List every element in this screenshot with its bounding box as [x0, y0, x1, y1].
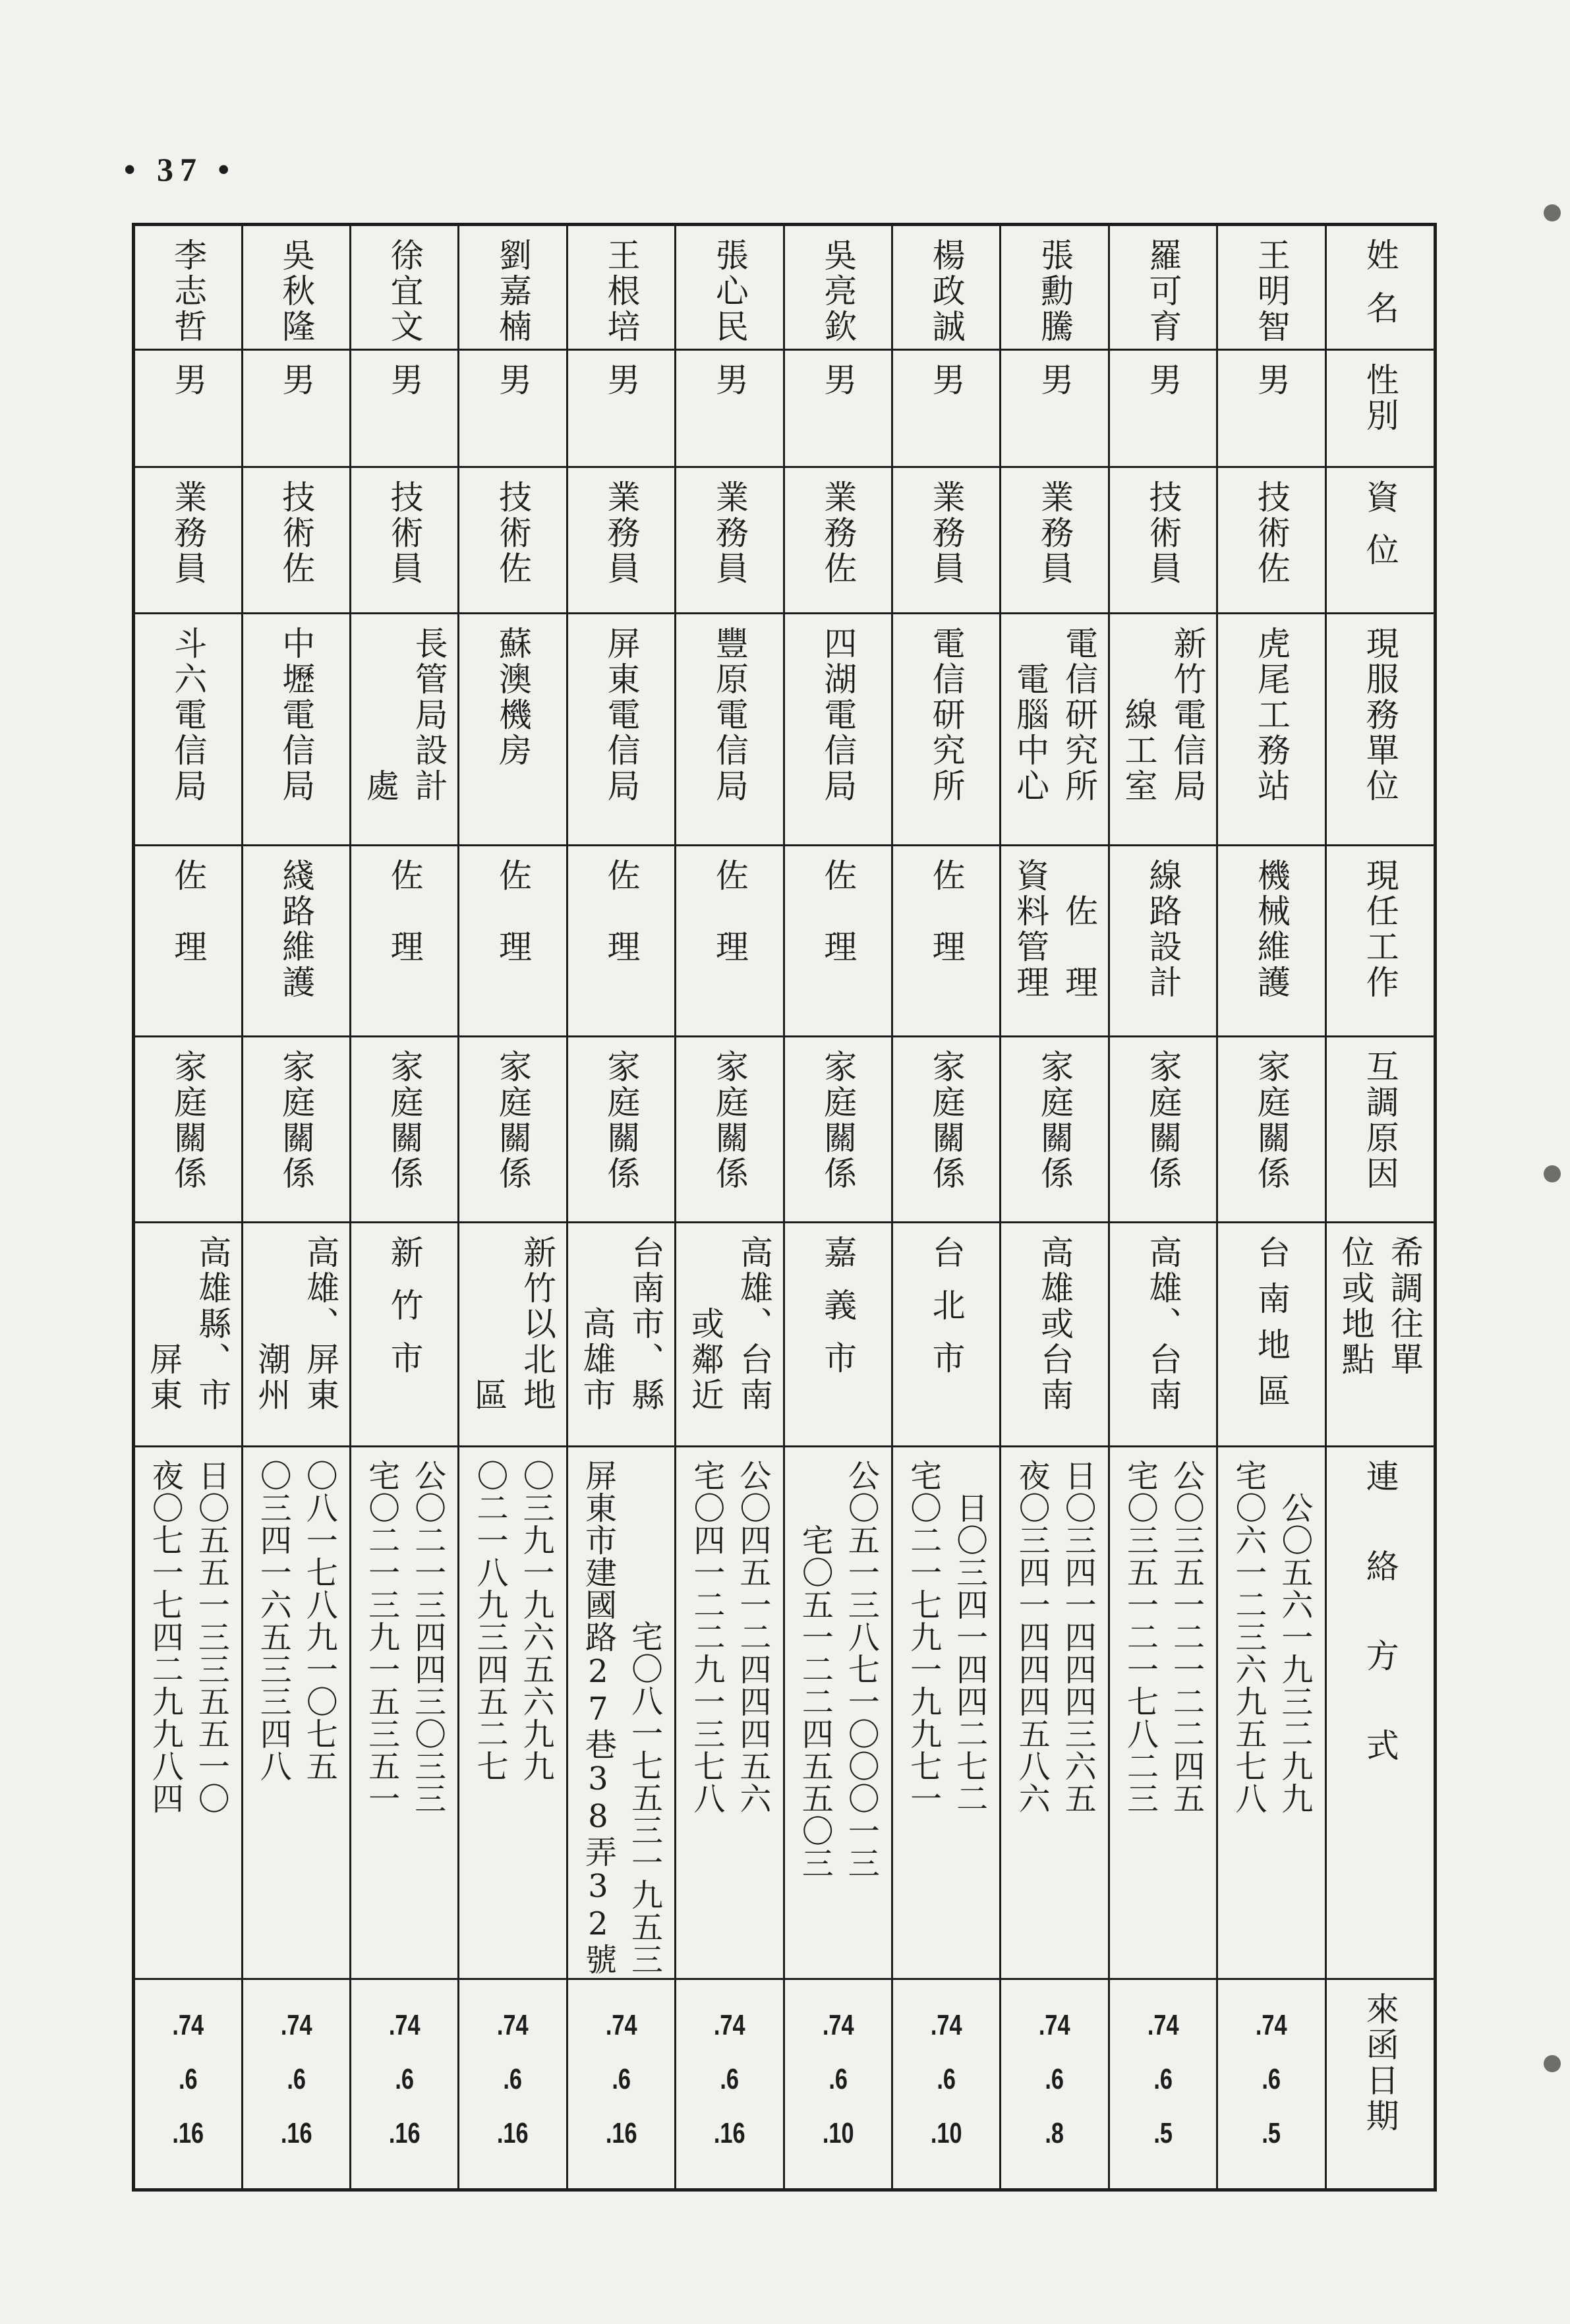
record-name: 王明智 — [1252, 238, 1291, 345]
header-gender: 性別 — [1360, 363, 1399, 434]
record-date: 74. 6. 16. — [713, 2009, 745, 2149]
record-name: 劉嘉楠 — [494, 238, 533, 345]
record-name: 吳秋隆 — [277, 238, 316, 345]
record-contact: 〇八一七八九一〇七五 〇三四一六五三三四八 — [254, 1459, 338, 1782]
name-cell — [1001, 225, 1109, 350]
record-reason: 家庭關係 — [1252, 1049, 1291, 1192]
record-desired-location: 台南市、縣 高雄市 — [577, 1235, 665, 1413]
name-cell — [242, 225, 350, 350]
record-current-unit: 電信研究所 電腦中心 — [1011, 626, 1099, 804]
name-cell — [676, 225, 784, 350]
header-current-unit: 現服務單位 — [1360, 626, 1399, 804]
record-current-work: 佐 理 — [710, 858, 749, 965]
transfer-request-table — [132, 223, 1437, 2192]
header-cell — [1325, 1979, 1435, 2190]
record-desired-location: 高雄縣、市 屏東 — [144, 1235, 232, 1413]
record-current-work: 佐 理 資料管理 — [1011, 858, 1099, 1001]
record-date: 74. 6. 5. — [1256, 2009, 1287, 2149]
record-date: 74. 6. 16. — [497, 2009, 529, 2149]
record-name: 羅可育 — [1144, 238, 1182, 345]
header-cell — [1325, 467, 1435, 614]
record-contact: 〇三九一九六五六九九 〇二一八九三四五二七 — [471, 1459, 555, 1782]
record-contact: 日〇三四一四四二七二 宅〇二一七九一九九七一 — [904, 1459, 988, 1815]
record-reason: 家庭關係 — [1035, 1049, 1074, 1192]
header-cell — [1325, 614, 1435, 846]
row-name — [134, 225, 1436, 350]
name-cell — [134, 225, 243, 350]
record-gender: 男 — [277, 363, 316, 398]
record-current-work: 佐 理 — [819, 858, 858, 965]
record-name: 李志哲 — [169, 238, 208, 345]
record-current-work: 佐 理 — [385, 858, 424, 965]
record-rank: 業務員 — [1035, 480, 1074, 587]
row-gender — [134, 350, 1436, 467]
record-reason: 家庭關係 — [710, 1049, 749, 1192]
record-desired-location: 高雄、屏東 潮州 — [252, 1235, 340, 1413]
header-cell — [1325, 350, 1435, 467]
record-reason: 家庭關係 — [602, 1049, 641, 1192]
header-letter-date: 來函日期 — [1360, 1992, 1399, 2134]
header-desired-location: 希調往單 位或地點 — [1336, 1235, 1424, 1378]
record-current-work: 佐 理 — [169, 858, 208, 965]
record-reason: 家庭關係 — [494, 1049, 533, 1192]
record-rank: 業務員 — [169, 480, 208, 587]
header-reason: 互調原因 — [1360, 1049, 1399, 1192]
record-name: 張心民 — [710, 238, 749, 345]
record-name: 徐宜文 — [385, 238, 424, 345]
record-name: 吳亮欽 — [819, 238, 858, 345]
name-cell — [892, 225, 1000, 350]
record-current-work: 綫路維護 — [277, 858, 316, 1001]
record-current-work: 佐 理 — [927, 858, 966, 965]
header-current-work: 現任工作 — [1360, 858, 1399, 1001]
record-gender: 男 — [1252, 363, 1291, 398]
record-reason: 家庭關係 — [1144, 1049, 1182, 1192]
header-name: 姓名 — [1360, 238, 1399, 343]
name-cell — [567, 225, 675, 350]
record-desired-location: 高雄、台南 — [1144, 1235, 1182, 1413]
record-reason: 家庭關係 — [819, 1049, 858, 1192]
header-cell — [1325, 1037, 1435, 1223]
record-date: 74. 6. 16. — [172, 2009, 204, 2149]
record-contact: 公〇三五一二一二二四五 宅〇三五一二一七八二三 — [1121, 1459, 1205, 1815]
record-gender: 男 — [602, 363, 641, 398]
header-cell — [1325, 225, 1435, 350]
record-current-unit: 斗六電信局 — [169, 626, 208, 804]
row-reason — [134, 1037, 1436, 1223]
record-contact: 公〇五六一九三二九九 宅〇六一二三六九五七八 — [1229, 1459, 1313, 1815]
record-date: 74. 6. 10. — [930, 2009, 962, 2149]
record-gender: 男 — [1144, 363, 1182, 398]
row-contact — [134, 1447, 1436, 1979]
binder-hole — [1544, 204, 1561, 221]
record-contact: 日〇三四一四四四三六五 夜〇三四一四四四五八六 — [1013, 1459, 1097, 1815]
name-cell — [459, 225, 567, 350]
record-rank: 技術員 — [1144, 480, 1182, 587]
record-gender: 男 — [1035, 363, 1074, 398]
record-reason: 家庭關係 — [169, 1049, 208, 1192]
header-cell — [1325, 846, 1435, 1037]
record-contact: 宅〇八一七五三一九五三 屏東市建國路27巷38弄32號 — [579, 1459, 663, 1975]
record-gender: 男 — [385, 363, 424, 398]
record-current-unit: 中壢電信局 — [277, 626, 316, 804]
record-current-work: 機械維護 — [1252, 858, 1291, 1001]
record-rank: 技術佐 — [1252, 480, 1291, 587]
record-date: 74. 6. 5. — [1147, 2009, 1179, 2149]
name-cell — [350, 225, 458, 350]
record-date: 74. 6. 16. — [280, 2009, 312, 2149]
record-rank: 業務員 — [710, 480, 749, 587]
record-desired-location: 台北市 — [927, 1235, 966, 1393]
header-contact: 連 絡 方 式 — [1360, 1459, 1399, 1770]
record-current-unit: 虎尾工務站 — [1252, 626, 1291, 804]
binder-hole — [1544, 1165, 1561, 1182]
record-rank: 技術佐 — [494, 480, 533, 587]
record-name: 楊政誠 — [927, 238, 966, 345]
binder-hole — [1544, 2055, 1561, 2072]
record-name: 張勳騰 — [1035, 238, 1074, 345]
row-rank — [134, 467, 1436, 614]
record-gender: 男 — [494, 363, 533, 398]
record-rank: 技術員 — [385, 480, 424, 587]
record-current-work: 線路設計 — [1144, 858, 1182, 1001]
record-date: 74. 6. 10. — [822, 2009, 854, 2149]
record-current-unit: 豐原電信局 — [710, 626, 749, 804]
record-desired-location: 高雄或台南 — [1035, 1235, 1074, 1413]
record-gender: 男 — [710, 363, 749, 398]
record-date: 74. 6. 16. — [388, 2009, 421, 2149]
record-current-work: 佐 理 — [494, 858, 533, 965]
record-reason: 家庭關係 — [277, 1049, 316, 1192]
record-current-unit: 長管局設計 處 — [361, 626, 448, 804]
row-desired-location — [134, 1223, 1436, 1447]
header-cell — [1325, 1447, 1435, 1979]
record-desired-location: 嘉義市 — [819, 1235, 858, 1393]
record-desired-location: 新竹以北地 區 — [469, 1235, 557, 1413]
record-gender: 男 — [927, 363, 966, 398]
record-reason: 家庭關係 — [927, 1049, 966, 1192]
record-gender: 男 — [169, 363, 208, 398]
record-current-unit: 新竹電信局 線工室 — [1119, 626, 1207, 804]
record-rank: 技術佐 — [277, 480, 316, 587]
row-current-work — [134, 846, 1436, 1037]
header-cell — [1325, 1223, 1435, 1447]
record-rank: 業務員 — [602, 480, 641, 587]
record-current-unit: 蘇澳機房 — [494, 626, 533, 769]
record-reason: 家庭關係 — [385, 1049, 424, 1192]
header-rank: 資位 — [1360, 480, 1399, 585]
row-current-unit — [134, 614, 1436, 846]
record-current-work: 佐 理 — [602, 858, 641, 965]
record-desired-location: 台南地區 — [1252, 1235, 1291, 1420]
record-name: 王根培 — [602, 238, 641, 345]
record-current-unit: 四湖電信局 — [819, 626, 858, 804]
record-rank: 業務佐 — [819, 480, 858, 587]
record-current-unit: 電信研究所 — [927, 626, 966, 804]
page-number: • 37 • — [124, 151, 237, 188]
record-gender: 男 — [819, 363, 858, 398]
row-letter-date — [134, 1979, 1436, 2190]
record-contact: 日〇五五一三三五五一〇 夜〇七一七四二九九八四 — [146, 1459, 230, 1815]
name-cell — [1217, 225, 1325, 350]
record-date: 74. 6. 8. — [1039, 2009, 1070, 2149]
record-date: 74. 6. 16. — [605, 2009, 637, 2149]
name-cell — [1109, 225, 1217, 350]
record-current-unit: 屏東電信局 — [602, 626, 641, 804]
record-desired-location: 高雄、台南 或鄰近 — [685, 1235, 773, 1413]
record-rank: 業務員 — [927, 480, 966, 587]
record-contact: 公〇五一三八七一〇〇〇一三 宅〇五一二二四五五〇三 — [796, 1459, 880, 1879]
record-contact: 公〇四五一二四四四五六 宅〇四一二二九一三七八 — [687, 1459, 771, 1815]
record-contact: 公〇二一三四四三〇三三 宅〇二一三九一五三五一 — [363, 1459, 446, 1815]
name-cell — [784, 225, 892, 350]
record-desired-location: 新竹市 — [385, 1235, 424, 1393]
